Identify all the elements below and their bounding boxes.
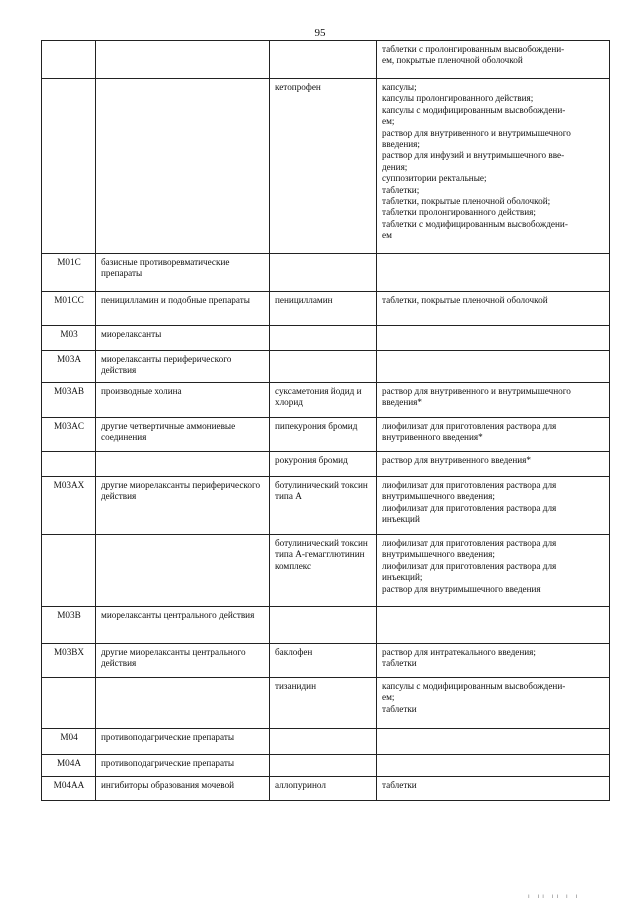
dosage-form-line: раствор для внутривенного введения* [382,455,531,465]
dosage-form-line: таблетки; [382,184,420,195]
atc-code-cell: M04AA [42,777,96,801]
table-row [42,351,610,383]
dosage-form-line: таблетки [382,703,417,714]
pharmacological-group-cell: ингибиторы образования мочевой [96,777,270,801]
dosage-form-line: инъекций [382,514,420,525]
dosage-form-line: внутримышечного введения; [382,491,495,502]
drug-name-cell [270,254,377,292]
pharmacological-group-cell: другие миорелаксанты центрального действия [96,644,270,678]
pharmacological-group-cell: другие миорелаксанты периферического действия [96,477,270,535]
atc-code-cell: M03AB [42,383,96,418]
dosage-form-cell [377,777,610,801]
drug-table [41,40,610,801]
pharmacological-group-cell [96,535,270,607]
dosage-form-cell [377,383,610,418]
drug-name-cell: рокурония бромид [270,452,377,477]
pharmacological-group-cell: другие четвертичные аммониевые соединения [96,418,270,452]
atc-code-cell: M03AX [42,477,96,535]
table-row [42,79,610,254]
atc-code-cell: M04A [42,755,96,777]
atc-code-cell: M03 [42,326,96,351]
table-body [42,41,610,801]
pharmacological-group-cell: миорелаксанты периферического действия [96,351,270,383]
dosage-form-line: дения; [382,161,408,172]
dosage-form-cell [377,41,610,79]
drug-name-cell: кетопрофен [270,79,377,254]
atc-code-cell: M03B [42,607,96,644]
dosage-form-line: раствор для внутривенного и внутримышечного [382,127,571,138]
drug-name-cell: аллопуринол [270,777,377,801]
table-row [42,41,610,79]
table-row [42,383,610,418]
dosage-form-cell [377,535,610,607]
dosage-form-line: лиофилизат для приготовления раствора для [382,421,557,431]
dosage-form-line: таблетки, покрытые пленочной оболочкой [382,295,548,305]
dosage-form-line: раствор для инфузий и внутримышечного вве- [382,150,565,161]
dosage-form-line: ем [382,230,392,241]
dosage-form-line: внутривенного введения* [382,432,483,443]
pharmacological-group-cell: противоподагрические препараты [96,729,270,755]
dosage-form-cell [377,351,610,383]
drug-name-cell: суксаметония йодид и хлорид [270,383,377,418]
dosage-form-line: инъекций; [382,572,423,583]
dosage-form-cell [377,607,610,644]
pharmacological-group-cell [96,452,270,477]
dosage-form-cell [377,644,610,678]
pharmacological-group-cell: базисные противоревматические препараты [96,254,270,292]
atc-code-cell: M04 [42,729,96,755]
pharmacological-group-cell: производные холина [96,383,270,418]
dosage-form-cell [377,452,610,477]
table-row [42,535,610,607]
dosage-form-line: раствор для внутривенного и внутримышечного [382,386,571,396]
dosage-form-line: ем; [382,116,395,127]
drug-name-cell: баклофен [270,644,377,678]
table-row [42,777,610,801]
table-row [42,254,610,292]
dosage-form-cell [377,477,610,535]
table-row [42,292,610,326]
drug-name-cell [270,729,377,755]
table-row [42,729,610,755]
table-row [42,607,610,644]
atc-code-cell: M03AC [42,418,96,452]
dosage-form-line: ем, покрытые пленочной оболочкой [382,55,523,66]
dosage-form-cell [377,326,610,351]
dosage-form-line: капсулы с модифицированным высвобождени- [382,104,566,115]
dosage-form-line: раствор для внутримышечного введения [382,583,541,594]
dosage-form-line: суппозитории ректальные; [382,173,487,184]
dosage-form-cell [377,755,610,777]
drug-name-cell [270,326,377,351]
dosage-form-line: лиофилизат для приготовления раствора для [382,560,557,571]
table-row [42,452,610,477]
dosage-form-cell [377,292,610,326]
pharmacological-group-cell: пеницилламин и подобные препараты [96,292,270,326]
page-number: 95 [314,27,326,39]
dosage-form-line: внутримышечного введения; [382,549,495,560]
table-row [42,755,610,777]
drug-name-cell: пипекурония бромид [270,418,377,452]
pharmacological-group-cell [96,41,270,79]
dosage-form-line: таблетки, покрытые пленочной оболочкой; [382,196,551,207]
dosage-form-line: введения* [382,397,422,408]
pharmacological-group-cell: миорелаксанты [96,326,270,351]
dosage-form-line: раствор для интратекального введения; [382,647,536,657]
dosage-form-line: капсулы; [382,82,417,92]
dosage-form-line: введения; [382,139,420,150]
atc-code-cell [42,678,96,729]
drug-name-cell [270,351,377,383]
pharmacological-group-cell [96,79,270,254]
dosage-form-line: таблетки с пролонгированным высвобождени- [382,44,565,54]
drug-name-cell [270,607,377,644]
atc-code-cell: M03BX [42,644,96,678]
dosage-form-line: ем; [382,692,395,703]
dosage-form-line: таблетки [382,658,417,669]
drug-name-cell: пеницилламин [270,292,377,326]
atc-code-cell [42,535,96,607]
drug-name-cell: ботулинический токсин типа А-гемагглютинин комплекс [270,535,377,607]
table-row [42,477,610,535]
pharmacological-group-cell: противоподагрические препараты [96,755,270,777]
scan-marks: ı ıı ıı ı ı [528,893,581,900]
table-row [42,644,610,678]
dosage-form-cell [377,678,610,729]
dosage-form-line: таблетки с модифицированным высвобождени- [382,218,568,229]
atc-code-cell: M01CC [42,292,96,326]
dosage-form-cell [377,254,610,292]
dosage-form-line: капсулы с модифицированным высвобождени- [382,681,566,691]
drug-name-cell [270,755,377,777]
pharmacological-group-cell [96,678,270,729]
atc-code-cell [42,41,96,79]
dosage-form-line: лиофилизат для приготовления раствора для [382,502,557,513]
atc-code-cell: M01C [42,254,96,292]
atc-code-cell [42,79,96,254]
table-row [42,678,610,729]
dosage-form-line: капсулы пролонгированного действия; [382,93,534,104]
dosage-form-cell [377,729,610,755]
drug-name-cell: тизанидин [270,678,377,729]
table-row [42,326,610,351]
pharmacological-group-cell: миорелаксанты центрального действия [96,607,270,644]
dosage-form-cell [377,79,610,254]
dosage-form-line: таблетки [382,780,417,790]
dosage-form-line: лиофилизат для приготовления раствора для [382,538,557,548]
atc-code-cell: M03A [42,351,96,383]
table-row [42,418,610,452]
dosage-form-line: таблетки пролонгированного действия; [382,207,536,218]
drug-name-cell: ботулинический токсин типа А [270,477,377,535]
drug-name-cell [270,41,377,79]
dosage-form-line: лиофилизат для приготовления раствора для [382,480,557,490]
atc-code-cell [42,452,96,477]
dosage-form-cell [377,418,610,452]
